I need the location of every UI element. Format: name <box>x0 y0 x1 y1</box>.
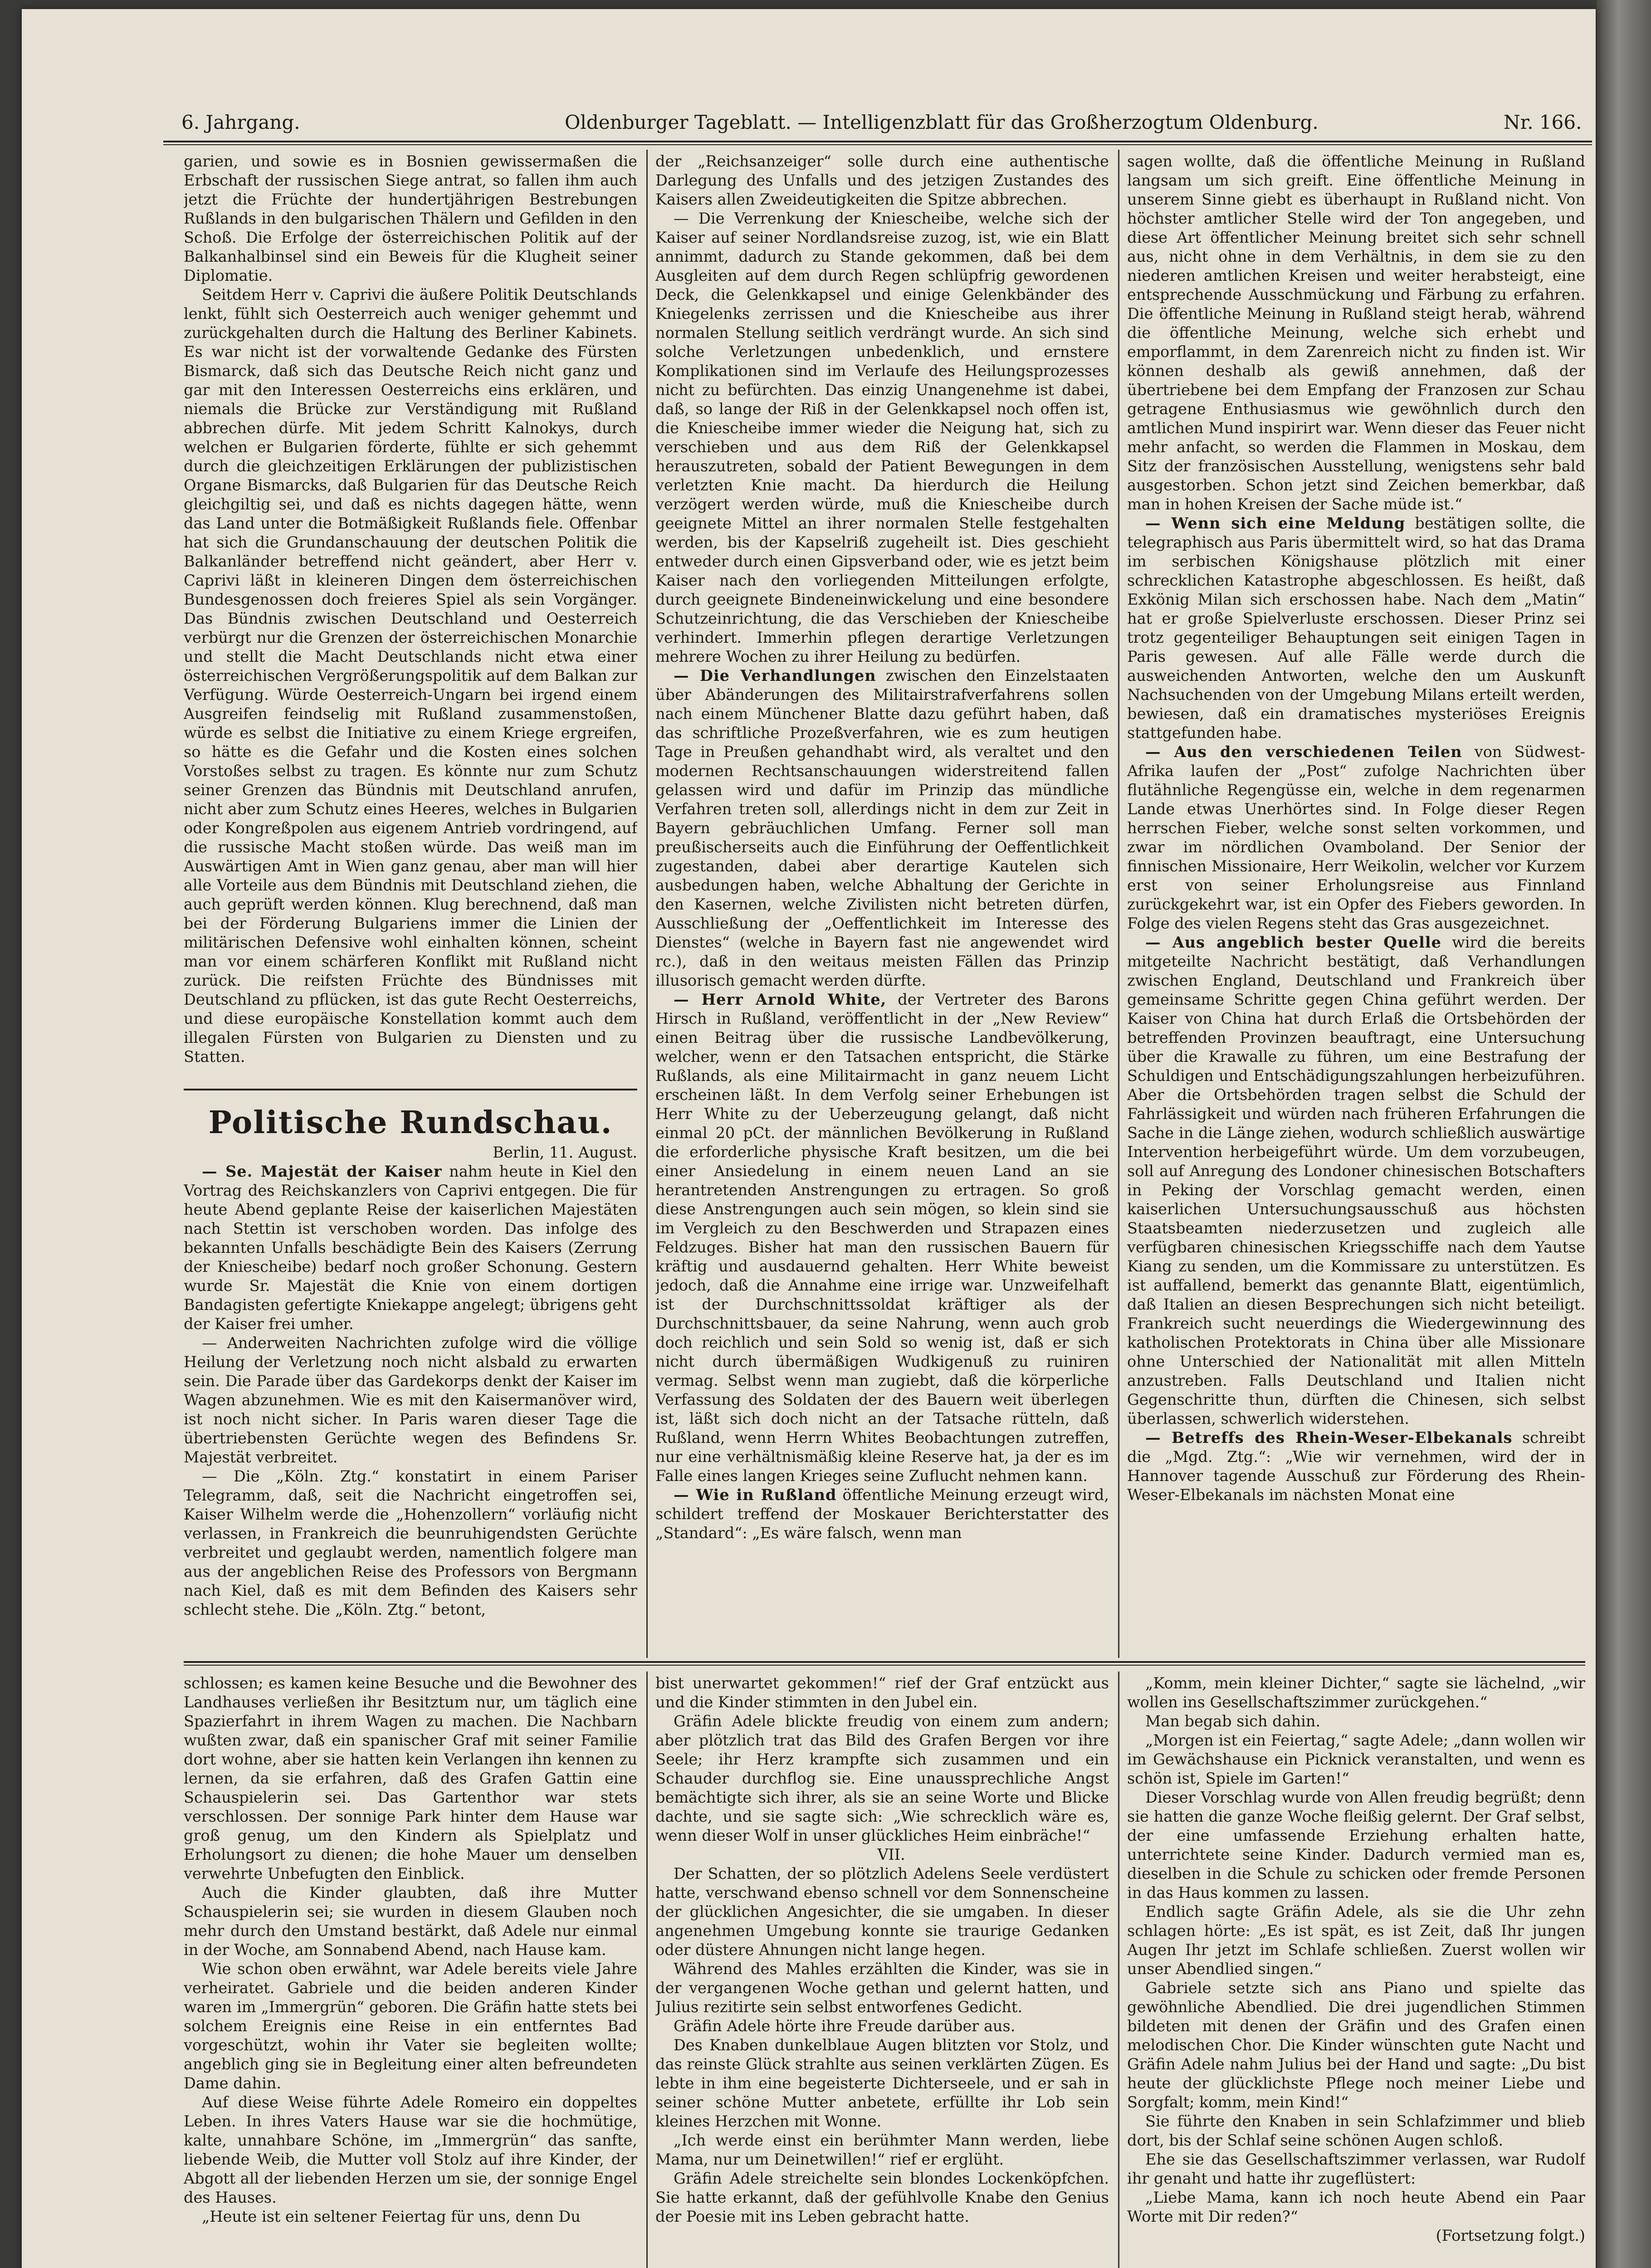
article-keyword: — Herr Arnold White, <box>674 991 887 1008</box>
paragraph <box>184 1467 637 1619</box>
feuilleton-column-1 <box>184 1674 637 2268</box>
paragraph-text: zwischen den Einzelstaaten über Abänderungen des Militairstrafverfahrens sollen nach einem Münchener Blatte dazu geführt haben, daß das schriftliche Prozeßverfahren, wie es zum heutigen Tage in Preußen gehandhabt wird, als veraltet und den modernen Rechtsanschauungen widerstreitend fallen gelassen wird und dafür im Prinzip das mündliche Verfahren treten soll, allerdings nicht in dem zur Zeit in Bayern gebräuchlichen Umfang. Ferner soll man preußischerseits auch die Einführung der Oeffentlichkeit zugestanden, dabei aber derartige Kautelen sich ausbedungen haben, welche Abhaltung der Gerichte in den Kasernen, welche Zivilisten nicht betreten dürfen, Ausschließung der „Oeffentlichkeit im Interesse des Dienstes“ (welche in Bayern fast nie angewendet wird rc.), daß in den weitaus meisten Fällen das Prinzip illusorisch gemacht werden dürfte. <box>655 667 1109 989</box>
paragraph <box>655 1712 1109 1845</box>
paragraph <box>655 990 1109 1486</box>
paragraph <box>1127 933 1585 1428</box>
paragraph-text: „Ich werde einst ein berühmter Mann werden, liebe Mama, nur um Deinetwillen!“ rief er erglüht. <box>655 2131 1109 2168</box>
section-title: Politische Rundschau. <box>208 1105 613 1141</box>
paragraph <box>1127 1731 1585 1788</box>
paragraph-text: VII. <box>877 1846 905 1863</box>
column-rule-2 <box>1118 150 1119 1658</box>
paragraph <box>1127 1979 1585 2112</box>
feuilleton-column-2 <box>655 1674 1109 2268</box>
paragraph-text: (Fortsetzung folgt.) <box>1436 2227 1585 2244</box>
newspaper-title: Oldenburger Tageblatt. — Intelligenzblatt für das Großherzogtum Oldenburg. <box>565 111 1319 133</box>
paragraph <box>655 2131 1109 2169</box>
page-header <box>163 111 1592 138</box>
paragraph-text: — Anderweiten Nachrichten zufolge wird die völlige Heilung der Verletzung noch nicht alsbald zu erwarten sein. Die Parade über das Gardekorps denkt der Kaiser im Wagen abzunehmen. Wie es mit den Kaisermanöver wird, ist noch nicht sicher. In Paris waren dieser Tage die übertriebensten Gerüchte wegen des Befindens Sr. Majestät verbreitet. <box>184 1334 637 1466</box>
paragraph-text: „Heute ist ein seltener Feiertag für uns, denn Du <box>202 2208 581 2225</box>
paragraph <box>1127 1712 1585 1731</box>
feuilleton-column-3 <box>1127 1674 1585 2268</box>
paragraph-text: Gräfin Adele streichelte sein blondes Lockenköpfchen. Sie hatte erkannt, daß der gefühlvolle Knabe den Genius der Poesie mit ins Leben gebracht hatte. <box>655 2170 1109 2225</box>
paragraph <box>1127 1902 1585 1979</box>
column-1 <box>184 152 637 1080</box>
article-keyword: — Wenn sich eine Meldung <box>1145 514 1406 532</box>
paragraph <box>184 1883 637 1960</box>
paragraph <box>655 2169 1109 2226</box>
paragraph <box>655 1960 1109 2017</box>
paragraph-text: Gräfin Adele blickte freudig von einem zum andern; aber plötzlich trat das Bild des Grafen Bergen vor ihre Seele; ihr Herz krampfte sich zusammen und ein Schauder durchflog sie. Eine unaussprechliche Angst bemächtigte sich ihrer, als sie an seine Worte und Blicke dachte, und sie sagte sich: „Wie schrecklich wäre es, wenn dieser Wolf in unser glückliches Heim einbräche!“ <box>655 1712 1109 1844</box>
paragraph <box>1127 2188 1585 2226</box>
paragraph-text: öffentliche Meinung erzeugt wird, schildert treffend der Moskauer Berichterstatter des „Standard“: „Es wäre falsch, wenn man <box>655 1486 1109 1542</box>
paragraph <box>184 1674 637 1883</box>
paragraph <box>655 152 1109 209</box>
feuilleton-rule-1 <box>646 1672 648 2268</box>
paragraph <box>184 1162 637 1334</box>
paragraph <box>184 152 637 285</box>
paragraph <box>655 209 1109 666</box>
paragraph <box>1127 1674 1585 1712</box>
header-rule <box>163 141 1592 142</box>
paragraph <box>655 1674 1109 1712</box>
paragraph-text: — Die Verrenkung der Kniescheibe, welche sich der Kaiser auf seiner Nordlandsreise zuzog, ist, wie ein Blatt annimmt, dadurch zu Stande gekommen, daß bei dem Ausgleiten auf dem durch Regen schlüpfrig gewordenen Deck, die Gelenkkapsel und einige Gelenkbänder des Kniegelenks zerrissen und die Kniescheibe aus ihrer normalen Stellung seitlich verdrängt wurde. An sich sind solche Verletzungen unbedenklich, und ernstere Komplikationen sind im Verlaufe des Heilungsprozesses nicht zu befürchten. Das einzig Unangenehme ist dabei, daß, so lange der Riß in der Gelenkkapsel noch offen ist, die Kniescheibe immer wieder die Neigung hat, sich zu verschieben und aus dem Riß der Gelenkkapsel herauszutreten, sobald der Patient Bewegungen in dem verletzten Knie macht. Da hierdurch die Heilung verzögert werden würde, muß die Kniescheibe durch geeignete Mittel an ihrer normalen Stelle festgehalten werden, bis der Kapselriß zugeheilt ist. Dies geschieht entweder durch einen Gipsverband oder, wie es jetzt beim Kaiser nach den vorliegenden Mitteilungen erfolgte, durch geeignete Bindeneinwickelung und eine besondere Schutzeinrichtung, die das Verschieben der Kniescheibe verhindert. Immerhin pflegen derartige Verletzungen mehrere Wochen zu ihrer Heilung zu bedürfen. <box>655 210 1109 665</box>
paragraph-text: „Komm, mein kleiner Dichter,“ sagte sie lächelnd, „wir wollen ins Gesellschaftszimmer zurückgehen.“ <box>1127 1674 1585 1711</box>
paragraph <box>1127 1428 1585 1505</box>
column-2 <box>655 152 1109 1658</box>
paragraph-text: Gabriele setzte sich ans Piano und spielte das gewöhnliche Abendlied. Die drei jugendlichen Stimmen bildeten mit denen der Gräfin und des Grafen einen melodischen Chor. Die Kinder wünschten gute Nacht und Gräfin Adele nahm Julius bei der Hand und sagte: „Du bist heute der glücklichste Pflege noch meiner Liebe und Sorgfalt; komm, mein Kind!“ <box>1127 1979 1585 2111</box>
paragraph-text: Des Knaben dunkelblaue Augen blitzten vor Stolz, und das reinste Glück strahlte aus seinen verklärten Zügen. Es lebte in ihm eine begeisterte Dichterseele, und er sah in seiner schöne Mutter anbetete, erfüllte ihr Lob sein kleines Herzchen mit Wonne. <box>655 2036 1109 2130</box>
article-keyword: — Se. Majestät der Kaiser <box>202 1163 442 1180</box>
paragraph-text: „Liebe Mama, kann ich noch heute Abend ein Paar Worte mit Dir reden?“ <box>1127 2189 1585 2225</box>
paragraph-text: „Morgen ist ein Feiertag,“ sagte Adele; „dann wollen wir im Gewächshause ein Picknick veranstalten, und wenn es schön ist, Spiele im Garten!“ <box>1127 1731 1585 1787</box>
volume-label: 6. Jahrgang. <box>181 111 300 133</box>
feuilleton-rule-thin <box>184 1665 1585 1666</box>
article-keyword: — Die Verhandlungen <box>674 667 876 684</box>
paragraph <box>1127 2112 1585 2150</box>
paragraph-text: schreibt die „Mgd. Ztg.“: „Wie wir vernehmen, wird der in Hannover tagende Ausschuß zur Förderung des Rhein-Weser-Elbekanals im nächsten Monat eine <box>1127 1429 1585 1504</box>
column-3 <box>1127 152 1585 1658</box>
paragraph-text: der „Reichsanzeiger“ solle durch eine authentische Darlegung des Unfalls und des jetzigen Zustandes des Kaisers allen Zweideutigkeiten die Spitze abbrechen. <box>655 152 1109 208</box>
column-rule-1 <box>646 150 648 1658</box>
paragraph <box>655 666 1109 990</box>
chapter-heading <box>655 1845 1109 1864</box>
paragraph-text: bist unerwartet gekommen!“ rief der Graf entzückt aus und die Kinder stimmten in den Jubel ein. <box>655 1674 1109 1711</box>
article-keyword: — Wie in Rußland <box>674 1486 837 1504</box>
paragraph-text: Auch die Kinder glaubten, daß ihre Mutter Schauspielerin sei; sie wurden in diesem Glauben noch mehr durch den Umstand bestärkt, daß Adele nur einmal in der Woche, am Sonnabend Abend, nach Hause kam. <box>184 1884 637 1959</box>
feuilleton-rule-2 <box>1118 1672 1119 2268</box>
paragraph <box>655 2036 1109 2131</box>
paragraph <box>184 2093 637 2207</box>
paragraph-text: bestätigen sollte, die telegraphisch aus Paris übermittelt wird, so hat das Drama im serbischen Königshause plötzlich mit einer schrecklichen Katastrophe abgeschlossen. Es heißt, daß Exkönig Milan sich erschossen habe. Nach dem „Matin“ hat er große Spielverluste erschossen. Dieser Prinz sei trotz gegenteiliger Behauptungen seit einigen Tagen in Paris gewesen. Auf alle Fälle werde durch die ausweichenden Antworten, welche den um Auskunft Nachsuchenden von der Umgebung Milans erteilt werden, bewiesen, daß ein dramatisches mysteriöses Ereignis stattgefunden habe. <box>1127 514 1585 742</box>
paragraph <box>184 1334 637 1467</box>
paragraph <box>1127 1788 1585 1902</box>
adjacent-page-edge <box>1597 0 1651 2268</box>
issue-number: Nr. 166. <box>1504 111 1582 133</box>
paragraph-text: garien, und sowie es in Bosnien gewissermaßen die Erbschaft der russischen Siege antrat, so fallen ihm auch jetzt die Früchte der hundertjährigen Bestrebungen Rußlands in den bulgarischen Thälern und Gefilden in den Schoß. Die Erfolge der österreichischen Politik auf der Balkanhalbinsel sind ein Beweis für die Klugheit seiner Diplomatie. <box>184 152 637 284</box>
paragraph <box>655 1486 1109 1543</box>
paragraph <box>1127 152 1585 514</box>
paragraph <box>1127 743 1585 933</box>
article-keyword: — Aus den verschiedenen Teilen <box>1145 743 1462 761</box>
paragraph-text: Man begab sich dahin. <box>1145 1712 1321 1730</box>
column-1-rundschau <box>184 1143 637 1656</box>
paragraph-text: schlossen; es kamen keine Besuche und die Bewohner des Landhauses verließen ihr Besitztum nur, um täglich eine Spazierfahrt in ihrem Wagen zu machen. Die Nachbarn wußten zwar, daß ein spanischer Graf mit seiner Familie dort wohne, aber sie hatten kein Verlangen ihn kennen zu lernen, da sie erfahren, daß des Grafen Gattin eine Schauspielerin sei. Das Gartenthor war stets verschlossen. Der sonnige Park hinter dem Hause war groß genug, um den Kindern als Spielplatz und Erholungsort zu dienen; die hohe Mauer um denselben verwehrte Unbefugten den Einblick. <box>184 1674 637 1882</box>
header-rule-thin <box>163 144 1592 145</box>
paragraph <box>1127 514 1585 743</box>
paragraph <box>655 1864 1109 1960</box>
paragraph-text: Sie führte den Knaben in sein Schlafzimmer und blieb dort, bis der Schlaf seine schönen Augen schloß. <box>1127 2112 1585 2149</box>
paragraph <box>184 285 637 1066</box>
paragraph-text: Ehe sie das Gesellschaftszimmer verlassen, war Rudolf ihr genaht und hatte ihr zugeflüstert: <box>1127 2151 1585 2187</box>
paragraph <box>1127 2150 1585 2188</box>
paragraph-text: Wie schon oben erwähnt, war Adele bereits viele Jahre verheiratet. Gabriele und die beiden anderen Kinder waren im „Immergrün“ geboren. Die Gräfin hatte stets bei solchem Ereignis eine Reise in ein entferntes Bad vorgeschützt, wohin ihr Vater sie begleiten wollte; angeblich ging sie in Begleitung einer alten befreundeten Dame dahin. <box>184 1960 637 2092</box>
paragraph <box>184 1960 637 2093</box>
section-rule <box>184 1089 637 1090</box>
feuilleton-rule <box>184 1661 1585 1663</box>
paragraph-text: wird die bereits mitgeteilte Nachricht bestätigt, daß Verhandlungen zwischen England, Deutschland und Frankreich über gemeinsame Schritte gegen China geführt werden. Der Kaiser von China hat durch Erlaß die Ortsbehörden der betreffenden Provinzen beauftragt, eine Untersuchung über die Krawalle zu führen, um eine Bestrafung der Schuldigen und Entschädigungszahlungen herbeizuführen. Aber die Ortsbehörden tragen selbst die Schuld der Fahrlässigkeit und würden nach früheren Erfahrungen die Sache in die Länge ziehen, wodurch schließlich auswärtige Intervention herbeigeführt würde. Um dem vorzubeugen, soll auf Anregung des Londoner chinesischen Botschafters in Peking der Vorschlag gemacht werden, einen kaiserlichen Untersuchungsausschuß aus höchsten Staatsbeamten niederzusetzen und zugleich alle verfügbaren chinesischen Kriegsschiffe nach dem Yautse Kiang zu senden, um die Kommissare zu unterstützen. Es ist auffallend, bemerkt das genannte Blatt, eigentümlich, daß Italien an diesen Besprechungen sich nicht beteiligt. Frankreich sucht neuerdings die Wiedergewinnung des katholischen Protektorats in China über alle Missionare ohne Unterschied der Nationalität mit allen Mitteln anzustreben. Falls Deutschland und Italien nicht Gegenschritte thun, dürften die Chinesen, sich selbst überlassen, schwerlich widerstehen. <box>1127 934 1585 1427</box>
paragraph-text: Dieser Vorschlag wurde von Allen freudig begrüßt; denn sie hatten die ganze Woche fleißig gelernt. Der Graf selbst, der eine umfassende Erziehung erhalten hatte, unterrichtete seine Kinder. Dadurch vermied man es, dieselben in die Schule zu schicken oder fremde Personen in das Haus kommen zu lassen. <box>1127 1789 1585 1901</box>
paragraph-text: Gräfin Adele hörte ihre Freude darüber aus. <box>674 2017 1016 2035</box>
paragraph-text: sagen wollte, daß die öffentliche Meinung in Rußland langsam um sich greift. Eine öffentliche Meinung in unserem Sinne giebt es überhaupt in Rußland nicht. Von höchster amtlicher Stelle wird der Ton angegeben, und diese Art öffentlicher Meinung breitet sich sehr schnell aus, nicht ohne in dem Verhältnis, in dem sie zu den niederen amtlichen Kreisen und weiter herabsteigt, eine entsprechende Ausschmückung und Färbung zu erfahren. Die öffentliche Meinung in Rußland steigt herab, während die öffentliche Meinung, welche sich erhebt und emporflammt, in dem Zarenreich nicht zu finden ist. Wir können deshalb als gewiß annehmen, daß der übertriebene bei dem Empfang der Franzosen zur Schau getragene Enthusiasmus wie gewöhnlich durch den amtlichen Mund inspirirt war. Wenn dieser das Feuer nicht mehr anfacht, so werden die Flammen in Moskau, dem Sitz der französischen Ausstellung, wenigstens sehr bald ausgestorben. Schon jetzt sind Zeichen bemerkbar, daß man in hohen Kreisen der Sache müde ist.“ <box>1127 152 1585 513</box>
paragraph-text: Während des Mahles erzählten die Kinder, was sie in der vergangenen Woche gethan und gelernt hatten, und Julius rezitirte sein selbst entworfenes Gedicht. <box>655 1960 1109 2016</box>
paragraph-text: der Vertreter des Barons Hirsch in Rußland, veröffentlicht in der „New Review“ einen Beitrag über die russische Landbevölkerung, welcher, wenn er den Tatsachen entspricht, die Stärke Rußlands, als eine Militairmacht in ganz neuem Licht erscheinen läßt. In dem Verfolg seiner Erhebungen ist Herr White zu der Ueberzeugung gelangt, daß nicht einmal 20 pCt. der männlichen Bevölkerung in Rußland die erforderliche physische Kraft besitzen, um die bei einer Ansiedelung in einem neuen Land an sie herantretenden Anstrengungen zu ertragen. So groß diese Anstrengungen auch sein mögen, so klein sind sie im Vergleich zu den Beschwerden und Strapazen eines Feldzuges. Bisher hat man den russischen Bauern für kräftig und ausdauernd gehalten. Herr White beweist jedoch, daß die Annahme eine irrige war. Unzweifelhaft ist der Durchschnittssoldat kräftiger als der Durchschnittsbauer, da seine Nahrung, wenn auch grob doch reichlich und sein Sold so wenig ist, daß er sich nicht durch übermäßigen Wudkigenuß zu ruiniren vermag. Selbst wenn man zugiebt, daß die körperliche Verfassung des Soldaten der des Bauern weit überlegen ist, läßt sich doch nicht an der Tatsache rütteln, daß Rußland, wenn Herrn Whites Beobachtungen zutreffen, nur eine verhältnismäßig kleine Reserve hat, ja der es im Falle eines langen Krieges seine Zuflucht nehmen kann. <box>655 991 1109 1485</box>
paragraph-text: Seitdem Herr v. Caprivi die äußere Politik Deutschlands lenkt, fühlt sich Oesterreich auch weniger gehemmt und zurückgehalten durch die Haltung des Berliner Kabinets. Es war nicht ist der vorwaltende Gedanke des Fürsten Bismarck, daß sich das Deutsche Reich nicht ganz und gar mit den Interessen Oesterreichs eins erklären, und niemals die Brücke zur Verständigung mit Rußland abbrechen dürfe. Mit jedem Schritt Kalnokys, durch welchen er Bulgarien förderte, fühlte er sich gehemmt durch die gleichzeitigen Erklärungen der publizistischen Organe Bismarcks, daß Bulgarien für das Deutsche Reich gleichgiltig sei, und daß es nichts dagegen hätte, wenn das Land unter die Botmäßigkeit Rußlands fiele. Offenbar hat sich die Grundanschauung der deutschen Politik die Balkanländer betreffend nicht geändert, aber Herr v. Caprivi läßt in kleineren Dingen dem österreichischen Bundesgenossen doch freieres Spiel als sein Vorgänger. Das Bündnis zwischen Deutschland und Oesterreich verbürgt nur die Grenzen der österreichischen Monarchie und stellt die Macht Deutschlands nicht etwa einer österreichischen Vergrößerungspolitik auf dem Balkan zur Verfügung. Würde Oesterreich-Ungarn bei irgend einem Ausgreifen feindselig mit Rußland zusammenstoßen, würde es selbst die Initiative zu einem Kriege ergreifen, so hätte es die Gefahr und die Kosten eines solchen Vorstoßes selbst zu tragen. Es könnte nur zum Schutz seiner Grenzen das Bündnis mit Deutschland anrufen, nicht aber zum Schutz eines Heeres, welches in Bulgarien oder Kongreßpolen aus eigenem Antrieb vordringend, auf die russische Macht stoßen würde. Das weiß man im Auswärtigen Amt in Wien ganz genau, aber man will hier alle Vorteile aus dem Bündnis mit Deutschland ziehen, die auch geprüft werden können. Klug berechnend, daß man bei der Förderung Bulgariens immer die Linien der militärischen Defensive wohl einhalten können, scheint man vor einem schärferen Konflikt mit Rußland nicht zurück. Die reifsten Früchte des Bündnisses mit Deutschland zu pflücken, ist das gute Recht Oesterreichs, und diese europäische Konstellation kommt auch dem illegalen Fürsten von Bulgarien zu Diensten und zu Statten. <box>184 286 637 1066</box>
paragraph-text: Endlich sagte Gräfin Adele, als sie die Uhr zehn schlagen hörte: „Es ist spät, es ist Zeit, daß Ihr jungen Augen Ihr jetzt im Schlafe schließen. Zuerst wollen wir unser Abendlied singen.“ <box>1127 1903 1585 1978</box>
continuation-note <box>1127 2226 1585 2245</box>
paragraph-text: Der Schatten, der so plötzlich Adelens Seele verdüstert hatte, verschwand ebenso schnell vor dem Sonnenscheine der glücklichen Angesichter, die sie umgaben. In dieser angenehmen Umgebung konnte sie traurige Gedanken oder düstere Ahnungen nicht lange hegen. <box>655 1865 1109 1959</box>
article-keyword: — Aus angeblich bester Quelle <box>1145 934 1441 951</box>
paragraph-text: von Südwest-Afrika laufen der „Post“ zufolge Nachrichten über flutähnliche Regengüsse ein, welche in dem regenarmen Lande etwas Unerhörtes sind. In Folge dieser Regen herrschen Fieber, welche sonst selten vorkommen, und zwar im nördlichen Ovamboland. Der Senior der finnischen Missionaire, Herr Weikolin, welcher vor Kurzem erst von seiner Erholungsreise aus Finnland zurückgekehrt war, ist ein Opfer des Fiebers geworden. In Folge des vielen Regens steht das Gras ausgezeichnet. <box>1127 743 1585 932</box>
paragraph-text: — Die „Köln. Ztg.“ konstatirt in einem Pariser Telegramm, daß, seit die Nachricht eingetroffen sei, Kaiser Wilhelm werde die „Hohenzollern“ vorläufig nicht verlassen, in Frankreich die beunruhigendsten Gerüchte verbreitet und geglaubt werden, namentlich folgere man aus der angeblichen Reise des Professors von Bergmann nach Kiel, daß es mit dem Befinden des Kaisers sehr schlecht stehe. Die „Köln. Ztg.“ betont, <box>184 1467 637 1618</box>
article-keyword: — Betreffs des Rhein-Weser-Elbekanals <box>1145 1429 1513 1447</box>
dateline: Berlin, 11. August. <box>493 1144 637 1161</box>
paragraph-text: nahm heute in Kiel den Vortrag des Reichskanzlers von Caprivi entgegen. Die für heute Abend geplante Reise der kaiserlichen Majestäten nach Stettin ist verschoben worden. Das infolge des bekannten Unfalls beschädigte Bein des Kaisers (Zerrung der Kniescheibe) bedarf noch großer Schonung. Gestern wurde Sr. Majestät die Knie von einem dortigen Bandagisten gefertigte Kniekappe angelegt; übrigens geht der Kaiser frei umher. <box>184 1163 637 1333</box>
paragraph-text: Auf diese Weise führte Adele Romeiro ein doppeltes Leben. In ihres Vaters Hause war sie die hochmütige, kalte, unnahbare Schöne, im „Immergrün“ das sanfte, liebende Weib, die Mutter voll Stolz auf ihre Kinder, der Abgott all der liebenden Herzen um sie, der sonnige Engel des Hauses. <box>184 2093 637 2206</box>
paragraph <box>655 2017 1109 2036</box>
paragraph <box>184 2207 637 2226</box>
